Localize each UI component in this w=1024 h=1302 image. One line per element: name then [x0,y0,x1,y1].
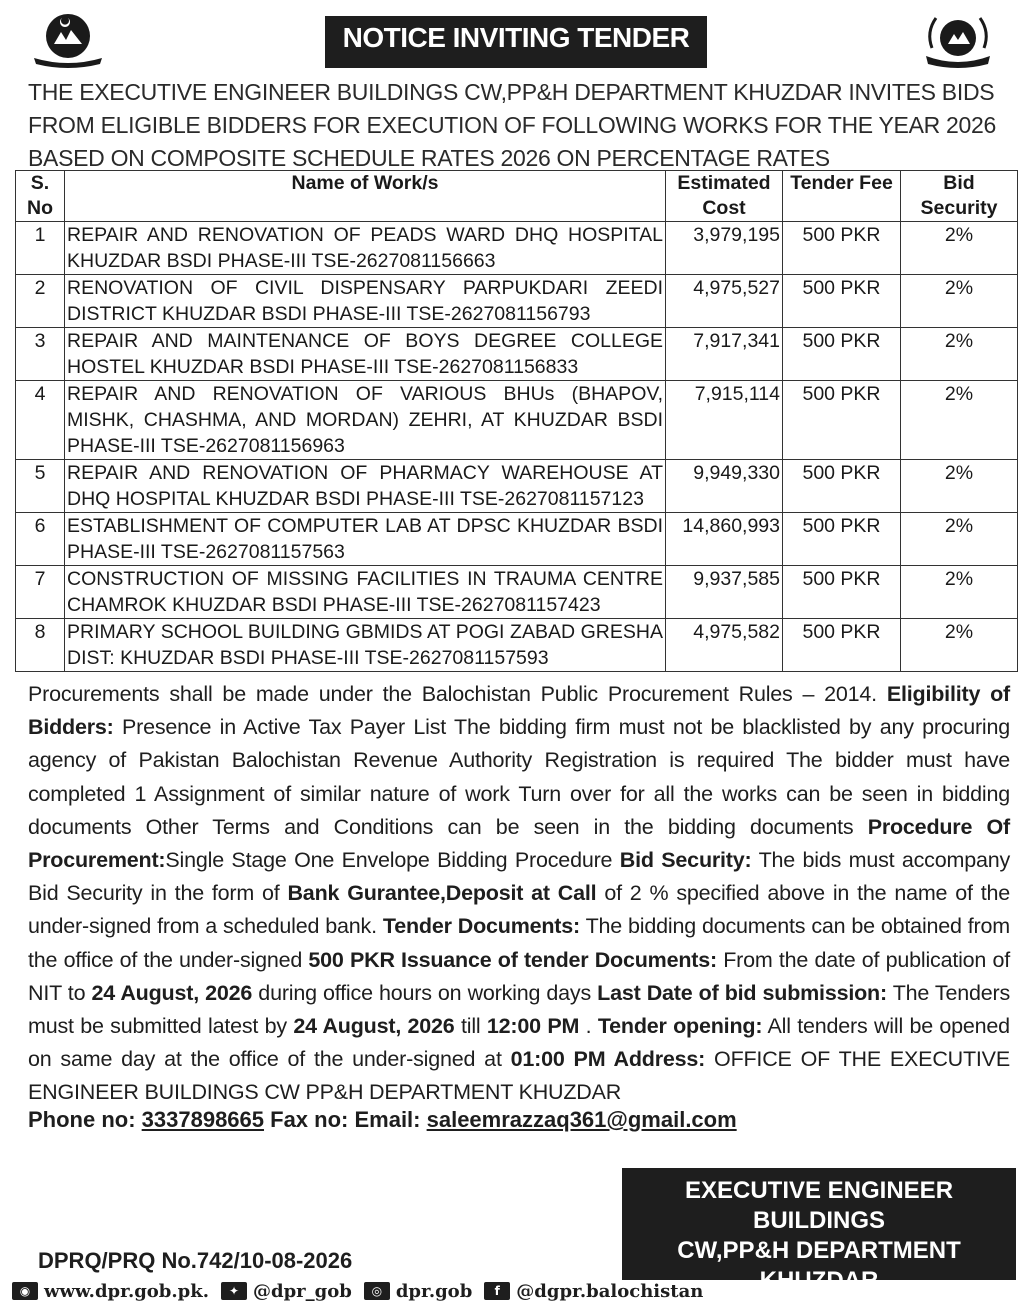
footer-twitter[interactable] [221,1281,352,1302]
cell-work: CONSTRUCTION OF MISSING FACILITIES IN TRAUMA CENTRE CHAMROK KHUZDAR BSDI PHASE-III TSE-2627081157423 [65,566,666,619]
procedure-label: Procedure Of Procurement: [28,814,1010,873]
cell-work: REPAIR AND MAINTENANCE OF BOYS DEGREE COLLEGE HOSTEL KHUZDAR BSDI PHASE-III TSE-2627081156833 [65,328,666,381]
facebook-handle: @dgpr.balochistan [516,1280,704,1302]
cell-cost: 7,917,341 [666,328,783,381]
cell-sno: 3 [16,328,65,381]
website-text: www.dpr.gob.pk. [44,1280,209,1302]
signature-line-2: CW,PP&H DEPARTMENT [677,1237,961,1264]
cell-sno: 2 [16,275,65,328]
cell-security: 2% [901,275,1018,328]
cell-work: REPAIR AND RENOVATION OF VARIOUS BHUs (BHAPOV, MISHK, CHASHMA, AND MORDAN) ZEHRI, AT KHUZDAR BSDI PHASE-III TSE-2627081156963 [65,381,666,460]
cell-cost: 3,979,195 [666,222,783,275]
bid-security-label: Bid Security: [619,848,752,873]
procedure-text: Single Stage One Envelope Bidding Procedure [165,848,620,873]
column-header-security: Bid Security [901,171,1018,222]
table-row [16,619,1018,672]
facebook-icon: f [484,1282,510,1300]
issuance-text-2: during office hours on working days [252,980,598,1005]
tender-terms [28,678,1010,1110]
cell-cost: 4,975,527 [666,275,783,328]
email-label: Email: [354,1107,427,1132]
cell-fee: 500 PKR [783,566,901,619]
cell-fee: 500 PKR [783,275,901,328]
last-date-till: till [454,1014,487,1039]
twitter-icon: ✦ [221,1282,247,1300]
table-row [16,566,1018,619]
works-table [15,170,1018,672]
cell-work: REPAIR AND RENOVATION OF PEADS WARD DHQ HOSPITAL KHUZDAR BSDI PHASE-III TSE-2627081156663 [65,222,666,275]
last-date-time: 12:00 PM [486,1014,580,1039]
cell-security: 2% [901,222,1018,275]
tender-opening-time: 01:00 PM [510,1047,606,1072]
column-header-work: Name of Work/s [65,171,666,222]
phone-label: Phone no: [28,1107,142,1132]
footer-facebook[interactable] [484,1281,703,1302]
tender-opening-text: All tenders will be opened on same day at the office of the under-signed at [28,1014,1010,1072]
table-header-row [16,171,1018,222]
cell-sno: 8 [16,619,65,672]
cell-work: RENOVATION OF CIVIL DISPENSARY PARPUKDARI ZEEDI DISTRICT KHUZDAR BSDI PHASE-III TSE-2627081156793 [65,275,666,328]
cell-fee: 500 PKR [783,619,901,672]
tender-intro: THE EXECUTIVE ENGINEER BUILDINGS CW,PP&H DEPARTMENT KHUZDAR INVITES BIDS FROM ELIGIBLE BIDDERS FOR EXECUTION OF FOLLOWING WORKS FOR THE YEAR 2026 BASED ON COMPOSITE SCHEDULE RATES 2026 ON PERCENTAGE RATES [28,79,997,171]
cell-cost: 14,860,993 [666,513,783,566]
tender-documents-fee: 500 PKR [308,947,395,972]
bid-security-text: The bids must accompany Bid Security in the form of [28,848,1011,906]
cell-security: 2% [901,566,1018,619]
cell-security: 2% [901,619,1018,672]
cell-security: 2% [901,381,1018,460]
footer-bar [0,1280,1024,1302]
last-date-label: Last Date of bid submission: [597,980,887,1005]
table-row [16,381,1018,460]
address-text: OFFICE OF THE EXECUTIVE ENGINEER BUILDINGS CW PP&H DEPARTMENT KHUZDAR [28,1047,1010,1105]
last-date-text: The Tenders must be submitted latest by [28,980,1010,1039]
government-emblem-right [918,8,998,68]
cell-sno: 6 [16,513,65,566]
cell-cost: 4,975,582 [666,619,783,672]
address-label: Address: [605,1047,706,1072]
table-row [16,460,1018,513]
footer-website[interactable] [12,1281,209,1302]
issuance-text: From the date of publication of NIT to [28,947,1011,1005]
tender-documents-label: Tender Documents: [382,914,580,939]
cell-sno: 5 [16,460,65,513]
last-date-dot: . [579,1014,598,1039]
government-emblem-left [28,8,108,68]
cell-sno: 7 [16,566,65,619]
cell-security: 2% [901,513,1018,566]
table-row [16,222,1018,275]
footer-instagram[interactable] [364,1281,472,1302]
cell-sno: 1 [16,222,65,275]
cell-fee: 500 PKR [783,460,901,513]
email-link[interactable]: saleemrazzaq361@gmail.com [426,1107,737,1132]
signature-line-1: EXECUTIVE ENGINEER BUILDINGS [684,1177,954,1234]
instagram-icon: ◎ [364,1282,390,1300]
bid-security-text-2: of 2 % specified above in the name of the under-signed from a scheduled bank. [28,881,1010,939]
column-header-fee: Tender Fee [783,171,901,222]
cell-fee: 500 PKR [783,381,901,460]
table-row [16,275,1018,328]
twitter-handle: @dpr_gob [252,1280,352,1302]
table-row [16,513,1018,566]
last-date-date: 24 August, 2026 [293,1014,455,1039]
tender-opening-label: Tender opening: [597,1014,763,1039]
eligibility-label: Eligibility of Bidders: [28,682,1011,740]
issuance-date: 24 August, 2026 [91,980,253,1005]
cell-cost: 7,915,114 [666,381,783,460]
signature-block [622,1168,1016,1288]
cell-work: REPAIR AND RENOVATION OF PHARMACY WAREHOUSE AT DHQ HOSPITAL KHUZDAR BSDI PHASE-III TSE-2627081157123 [65,460,666,513]
contact-line [28,1104,928,1136]
column-header-cost: Estimated Cost [666,171,783,222]
globe-icon: ◉ [12,1282,38,1300]
cell-fee: 500 PKR [783,222,901,275]
cell-work: PRIMARY SCHOOL BUILDING GBMIDS AT POGI ZABAD GRESHA DIST: KHUZDAR BSDI PHASE-III TSE-2627081157593 [65,619,666,672]
cell-fee: 500 PKR [783,513,901,566]
tender-documents-text: The bidding documents can be obtained from the office of the under-signed [28,914,1010,972]
column-header-sno: S. No [16,171,65,222]
rules-text: Procurements shall be made under the Balochistan Public Procurement Rules – 2014. [28,682,887,706]
cell-work: ESTABLISHMENT OF COMPUTER LAB AT DPSC KHUZDAR BSDI PHASE-III TSE-2627081157563 [65,513,666,566]
cell-fee: 500 PKR [783,328,901,381]
fax-label: Fax no: [264,1107,355,1132]
bid-security-form: Bank Gurantee,Deposit at Call [287,881,597,906]
eligibility-text: Presence in Active Tax Payer List The bidding firm must not be blacklisted by any procuring agency of Pakistan Balochistan Revenue Authority Registration is required The bidder must have completed 1 Assignment of similar nature of work Turn over for all the works can be seen in bidding documents Other Terms and Conditions can be seen in the bidding documents [28,715,1010,839]
table-row [16,328,1018,381]
cell-cost: 9,949,330 [666,460,783,513]
phone-number[interactable]: 3337898665 [141,1107,265,1132]
issuance-label: Issuance of tender Documents: [394,947,717,972]
instagram-handle: dpr.gob [395,1280,473,1302]
cell-security: 2% [901,328,1018,381]
notice-title: NOTICE INVITING TENDER [325,16,707,68]
cell-security: 2% [901,460,1018,513]
dprq-number: DPRQ/PRQ No.742/10-08-2026 [38,1248,353,1273]
cell-sno: 4 [16,381,65,460]
cell-cost: 9,937,585 [666,566,783,619]
